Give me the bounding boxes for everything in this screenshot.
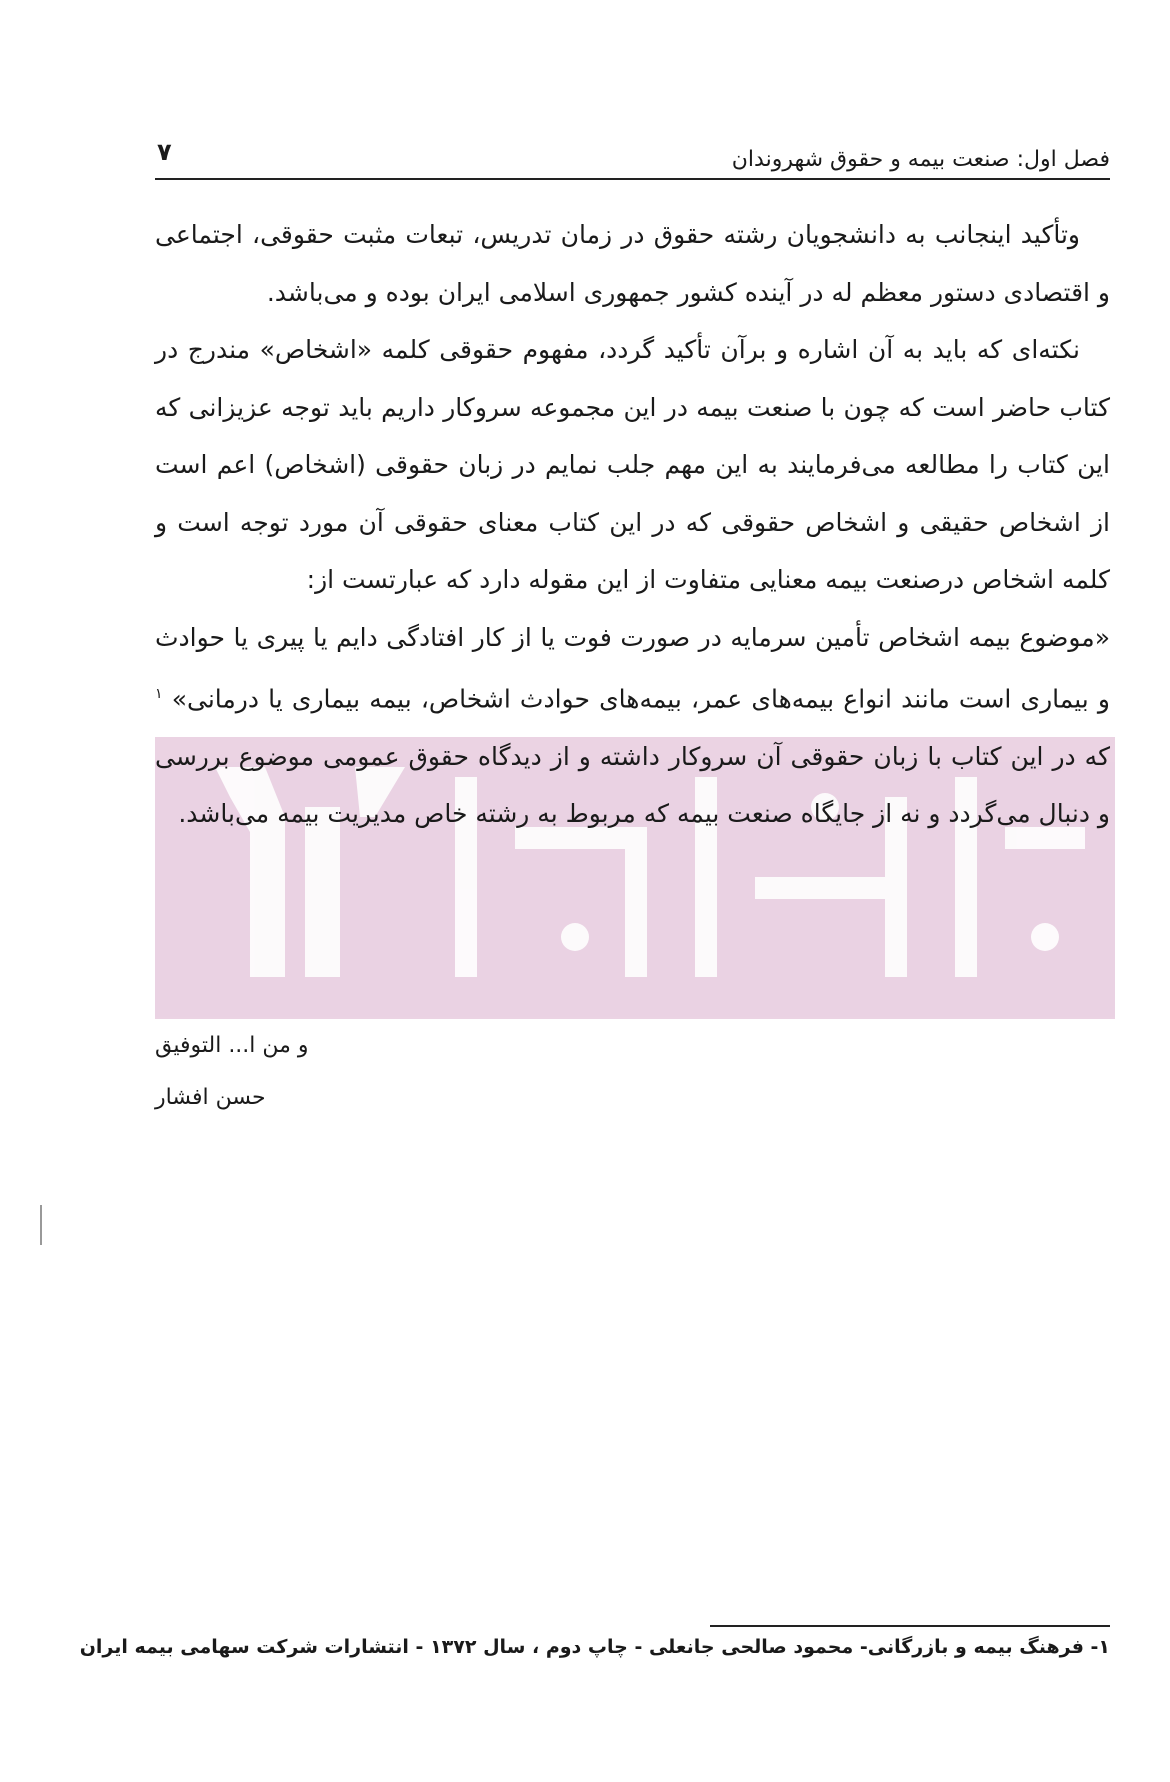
- footnote-reference[interactable]: ۱: [155, 686, 163, 702]
- closing-block: [155, 1020, 375, 1124]
- chapter-title: فصل اول: صنعت بیمه و حقوق شهروندان: [731, 147, 1110, 172]
- paragraph-1: وتأکید اینجانب به دانشجویان رشته حقوق در زمان تدریس، تبعات مثبت حقوقی، اجتماعی و اقتصادی دستور معظم له در آینده کشور جمهوری اسلامی ایران بوده و می‌باشد.: [155, 220, 1110, 307]
- page-number: ۷: [157, 138, 172, 166]
- quote-paragraph: [155, 609, 1110, 843]
- page-header: [155, 130, 1110, 180]
- author-signature: حسن افشار: [155, 1085, 266, 1110]
- footnote-divider: [710, 1625, 1110, 1627]
- footnote: ۱- فرهنگ بیمه و بازرگانی- محمود صالحی جانعلی - چاپ دوم ، سال ۱۳۷۲ - انتشارات شرکت سهامی بیمه ایران: [79, 1636, 1110, 1658]
- quote-continuation: که در این کتاب با زبان حقوقی آن سروکار داشته و از دیدگاه حقوق عمومی موضوع بررسی و دنبال می‌گردد و نه از جایگاه صنعت بیمه که مربوط به رشته خاص مدیریت بیمه می‌باشد.: [155, 741, 1110, 829]
- body-text: [155, 206, 1110, 843]
- quote-text: «موضوع بیمه اشخاص تأمین سرمایه در صورت فوت یا از کار افتادگی دایم یا پیری یا حوادث و بیماری است مانند انواع بیمه‌های عمر، بیمه‌های حوادث اشخاص، بیمه بیماری یا درمانی»: [155, 622, 1110, 714]
- margin-mark: [40, 1205, 42, 1245]
- paragraph-2: نکته‌ای که باید به آن اشاره و برآن تأکید گردد، مفهوم حقوقی کلمه «اشخاص» مندرج در کتاب حاضر است که چون با صنعت بیمه در این مجموعه سروکار داریم باید توجه عزیزانی که این کتاب را مطالعه می‌فرمایند به این مهم جلب نمایم در زبان حقوقی (اشخاص) اعم است از اشخاص حقیقی و اشخاص حقوقی که در این کتاب معنای حقوقی آن مورد توجه است و کلمه اشخاص درصنعت بیمه معنایی متفاوت از این مقوله دارد که عبارتست از:: [155, 335, 1110, 594]
- closing-phrase: و من ا... التوفیق: [155, 1033, 309, 1058]
